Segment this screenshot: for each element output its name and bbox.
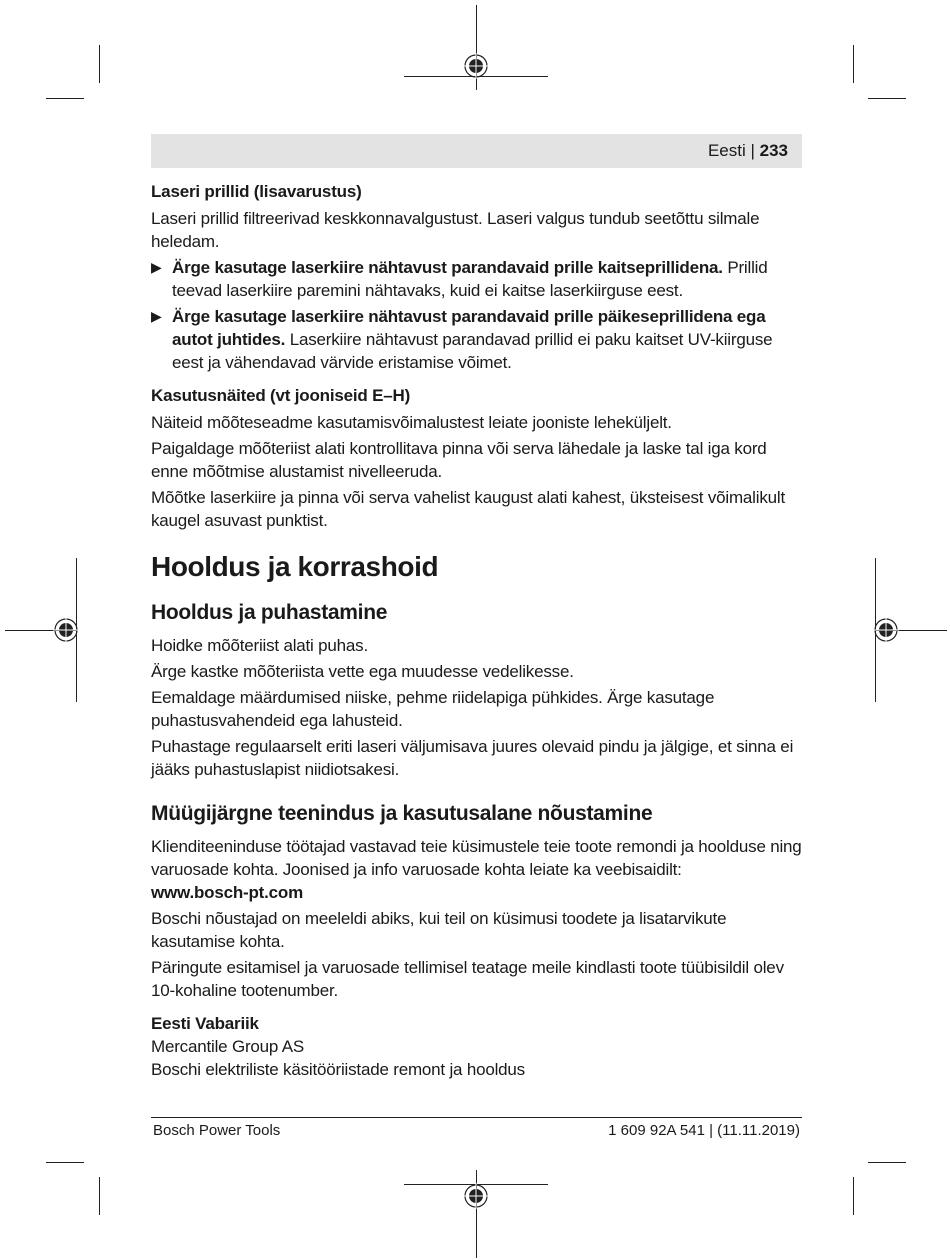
usage-heading: Kasutusnäited (vt jooniseid E–H): [151, 386, 411, 405]
header-language: Eesti: [707, 141, 746, 160]
service-url[interactable]: www.bosch-pt.com: [151, 883, 304, 902]
address-line: Boschi elektriliste käsitööriistade remont ja hooldus: [151, 1060, 525, 1079]
cleaning-paragraph: Eemaldage määrdumised niiske, pehme riidelapiga pühkides. Ärge kasutage puhastusvahendeid ega lahusteid.: [151, 688, 715, 730]
service-block: [151, 835, 802, 904]
crop-mark: [99, 1177, 100, 1215]
page-content: [151, 180, 802, 1081]
maintenance-heading: Hooldus ja korrashoid: [151, 551, 439, 582]
page-number: 233: [759, 141, 788, 160]
warning-list: [151, 256, 802, 374]
triangle-bullet-icon: ▶: [151, 308, 162, 324]
usage-paragraph: Paigaldage mõõteriist alati kontrollitava pinna või serva lähedale ja laske tal iga kord enne mõõtmise alustamist nivelleeruda.: [151, 439, 767, 481]
footer-doc-number: 1 609 92A 541 | (11.11.2019): [608, 1122, 800, 1139]
page-header: [151, 134, 802, 168]
laser-glasses-heading: Laseri prillid (lisavarustus): [151, 182, 362, 201]
crop-mark: [46, 1162, 84, 1163]
warning-item: [151, 305, 802, 374]
service-paragraph: Päringute esitamisel ja varuosade tellimisel teatage meile kindlasti toote tüübisildil olev 10-kohaline tootenumber.: [151, 958, 784, 1000]
triangle-bullet-icon: ▶: [151, 259, 162, 275]
warning-bold: Ärge kasutage laserkiire nähtavust parandavaid prille päikeseprillidena ega autot juhtides.: [172, 307, 766, 349]
address-block: [151, 1012, 802, 1081]
page-footer: [151, 1117, 802, 1139]
cleaning-heading: Hooldus ja puhastamine: [151, 601, 388, 624]
cleaning-paragraph: Puhastage regulaarselt eriti laseri väljumisava juures olevaid pindu ja jälgige, et sinna ei jääks puhastuslapist niidiotsakesi.: [151, 737, 794, 779]
cleaning-paragraph: Hoidke mõõteriist alati puhas.: [151, 636, 369, 655]
crop-mark: [46, 98, 84, 99]
crop-mark: [868, 98, 906, 99]
address-line: Mercantile Group AS: [151, 1037, 305, 1056]
crop-mark: [853, 45, 854, 83]
header-label: Eesti | 233: [707, 141, 788, 160]
crop-mark: [99, 45, 100, 83]
registration-target-icon: [463, 53, 489, 79]
usage-paragraph: Näiteid mõõteseadme kasutamisvõimalustest leiate jooniste leheküljelt.: [151, 413, 672, 432]
usage-paragraph: Mõõtke laserkiire ja pinna või serva vahelist kaugust alati kahest, üksteisest võimalikult kaugel asuvast punktist.: [151, 488, 785, 530]
warning-text: Laserkiire nähtavust parandavad prillid ei paku kaitset UV-kiirguse eest ja vähendavad värvide eristamise võimet.: [172, 330, 773, 372]
service-heading: Müügijärgne teenindus ja kasutusalane nõustamine: [151, 802, 653, 825]
registration-target-icon: [53, 617, 79, 643]
country-name: Eesti Vabariik: [151, 1014, 259, 1033]
warning-item: [151, 256, 802, 302]
footer-brand: Bosch Power Tools: [153, 1122, 281, 1139]
crop-mark: [868, 1162, 906, 1163]
registration-target-icon: [873, 617, 899, 643]
laser-glasses-text: Laseri prillid filtreerivad keskkonnavalgustust. Laseri valgus tundub seetõttu silmale heledam.: [151, 209, 760, 251]
registration-target-icon: [463, 1183, 489, 1209]
service-paragraph: Boschi nõustajad on meeleldi abiks, kui teil on küsimusi toodete ja lisatarvikute kasutamise kohta.: [151, 909, 727, 951]
crop-mark: [853, 1177, 854, 1215]
cleaning-paragraph: Ärge kastke mõõteriista vette ega muudesse vedelikesse.: [151, 662, 574, 681]
warning-bold: Ärge kasutage laserkiire nähtavust parandavaid prille kaitseprillidena.: [172, 258, 723, 277]
warning-text: Prillid teevad laserkiire paremini nähtavaks, kuid ei kaitse laserkiirguse eest.: [172, 258, 768, 300]
service-paragraph: Klienditeeninduse töötajad vastavad teie küsimustele teie toote remondi ja hoolduse ning varuosade kohta. Joonised ja info varuosade kohta leiate ka veebisaidilt:: [151, 837, 802, 879]
